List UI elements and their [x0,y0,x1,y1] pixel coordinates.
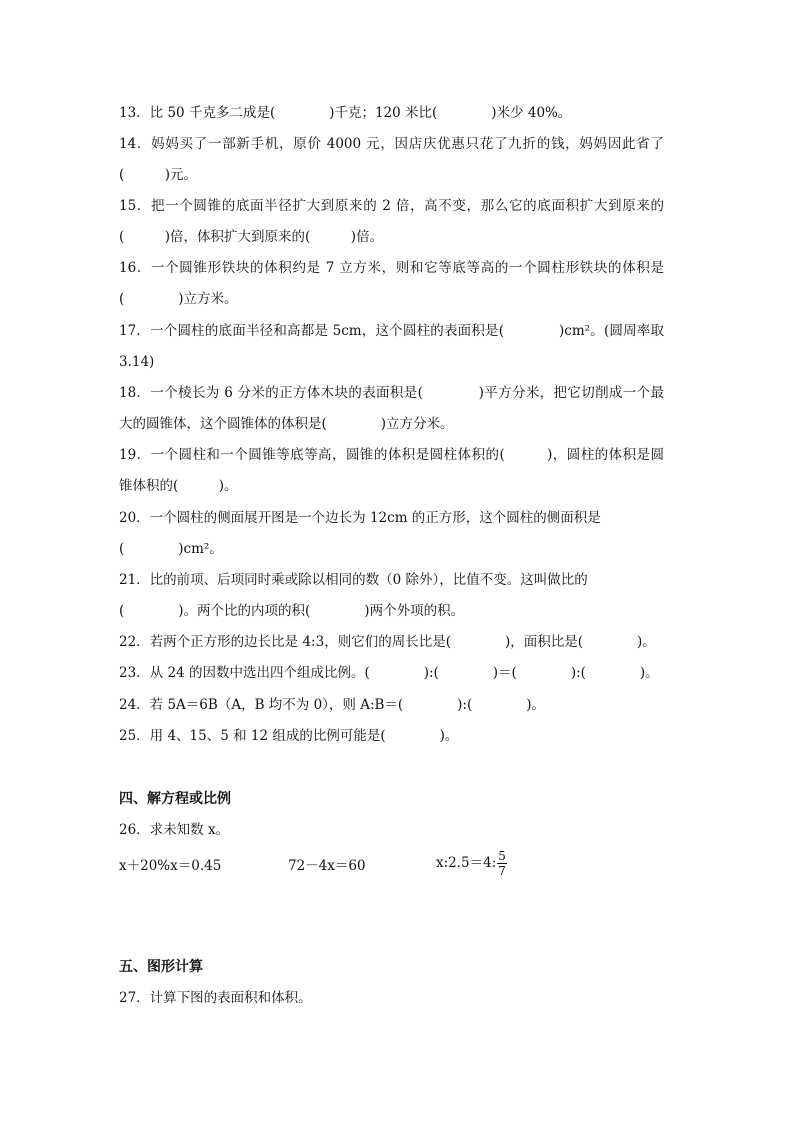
question-21-line-1: 21．比的前项、后项同时乘或除以相同的数（0 除外），比值不变。这叫做比的 [119,572,588,588]
question-19-line-2: 锥体积的( )。 [119,478,238,494]
section-4-heading: 四、解方程或比例 [119,791,231,807]
question-17-line-1: 17．一个圆柱的底面半径和高都是 5cm，这个圆柱的表面积是( )cm²。(圆周率取 [119,323,664,339]
question-25-line-1: 25．用 4、15、5 和 12 组成的比例可能是( )。 [119,728,459,744]
question-16-line-2: ( )立方米。 [119,291,238,307]
question-16-line-1: 16．一个圆锥形铁块的体积约是 7 立方米，则和它等底等高的一个圆柱形铁块的体积是 [119,260,664,276]
question-24-line-1: 24．若 5A＝6B（A，B 均不为 0），则 A:B＝( ):( )。 [119,697,546,713]
equation-2: 72－4x＝60 [288,858,366,874]
equation-3 [436,849,507,878]
question-21-line-2: ( )。两个比的内项的积( )两个外项的积。 [119,603,465,619]
question-26-line-1: 26．求未知数 x。 [119,822,230,838]
question-27-line-1: 27．计算下图的表面积和体积。 [119,990,312,1006]
equation-1: x＋20%x＝0.45 [119,858,222,874]
question-17-line-2: 3.14) [119,354,155,370]
question-23-line-1: 23．从 24 的因数中选出四个组成比例。( ):( )＝( ):( )。 [119,665,659,681]
question-14-line-1: 14．妈妈买了一部新手机，原价 4000 元，因店庆优惠只花了九折的钱，妈妈因此省了 [119,136,664,152]
question-15-line-1: 15．把一个圆锥的底面半径扩大到原来的 2 倍，高不变，那么它的底面积扩大到原来的 [119,198,664,214]
question-22-line-1: 22．若两个正方形的边长比是 4:3，则它们的周长比是( )，面积比是( )。 [119,634,656,650]
equation-3-prefix: x:2.5＝4: [436,855,497,871]
question-19-line-1: 19．一个圆柱和一个圆锥等底等高，圆锥的体积是圆柱体积的( )，圆柱的体积是圆 [119,447,664,463]
question-18-line-2: 大的圆锥体，这个圆锥体的体积是( )立方分米。 [119,416,454,432]
equation-3-fraction [497,849,507,878]
question-15-line-2: ( )倍，体积扩大到原来的( )倍。 [119,229,384,245]
question-20-line-1: 20．一个圆柱的侧面展开图是一个边长为 12cm 的正方形，这个圆柱的侧面积是 [119,510,601,526]
question-14-line-2: ( )元。 [119,167,198,183]
question-18-line-1: 18．一个棱长为 6 分米的正方体木块的表面积是( )平方分米，把它切削成一个最 [119,385,664,401]
fraction-denominator: 7 [498,864,506,878]
question-13-line-1: 13．比 50 千克多二成是( )千克；120 米比( )米少 40%。 [119,105,572,121]
fraction-numerator: 5 [498,849,506,863]
section-5-heading: 五、图形计算 [119,959,203,975]
question-20-line-2: ( )cm²。 [119,541,223,557]
